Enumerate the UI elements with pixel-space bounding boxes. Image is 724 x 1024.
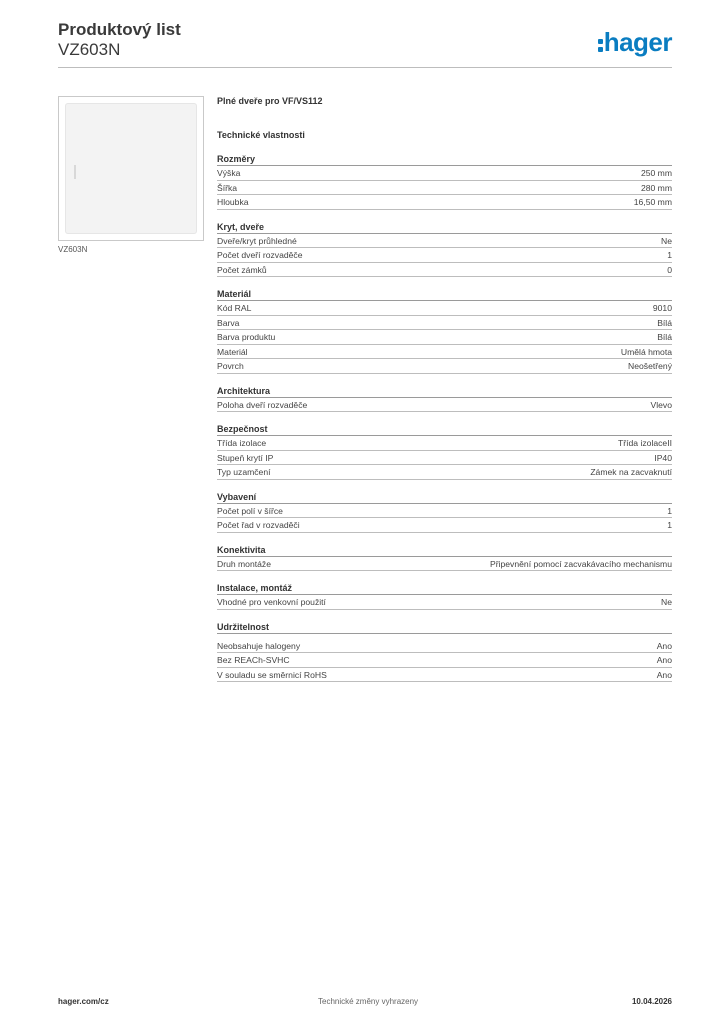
spec-label: Bez REACh-SVHC — [217, 655, 290, 665]
spec-label: Počet řad v rozvaděči — [217, 520, 300, 530]
spec-row — [217, 465, 672, 480]
spec-label: Poloha dveří rozvaděče — [217, 399, 308, 410]
spec-row — [217, 557, 672, 572]
page-footer — [58, 997, 672, 1011]
spec-value: 0 — [667, 264, 672, 275]
spec-label: Barva — [217, 317, 240, 328]
spec-value: 1 — [667, 250, 672, 260]
spec-section — [217, 288, 672, 374]
spec-value: 9010 — [652, 303, 672, 313]
spec-value: 16,50 mm — [633, 197, 672, 207]
spec-label: V souladu se směrnicí RoHS — [217, 669, 327, 680]
spec-value: Vlevo — [650, 399, 672, 410]
spec-value: IP40 — [654, 452, 672, 463]
spec-label: Typ uzamčení — [217, 467, 271, 477]
spec-value: Třída izolaceII — [618, 438, 672, 448]
spec-label: Šířka — [217, 182, 238, 193]
spec-row — [217, 330, 672, 345]
spec-section — [217, 621, 672, 683]
spec-label: Počet polí v šířce — [217, 505, 283, 516]
spec-label: Druh montáže — [217, 558, 271, 569]
spec-label: Třída izolace — [217, 438, 267, 448]
section-title: Bezpečnost — [217, 423, 672, 436]
spec-row — [217, 639, 672, 654]
section-title: Udržitelnost — [217, 621, 672, 634]
spec-row — [217, 248, 672, 263]
spec-label: Stupeň krytí IP — [217, 452, 274, 463]
section-title: Materiál — [217, 288, 672, 301]
spec-section — [217, 491, 672, 533]
spec-label: Vhodné pro venkovní použití — [217, 597, 326, 607]
spec-section — [217, 544, 672, 572]
hager-logo — [598, 28, 672, 56]
section-title: Konektivita — [217, 544, 672, 557]
spec-content — [217, 94, 672, 682]
image-caption: VZ603N — [58, 245, 88, 254]
spec-row — [217, 504, 672, 519]
spec-label: Počet zámků — [217, 264, 267, 275]
spec-section — [217, 582, 672, 610]
spec-label: Neobsahuje halogeny — [217, 640, 301, 651]
footer-website: hager.com/cz — [58, 997, 109, 1006]
spec-value: 1 — [667, 520, 672, 530]
spec-row — [217, 316, 672, 331]
spec-label: Povrch — [217, 361, 244, 371]
spec-row — [217, 398, 672, 413]
spec-section — [217, 423, 672, 480]
page-title: Produktový list — [58, 20, 181, 39]
section-title: Vybavení — [217, 491, 672, 504]
product-image — [58, 96, 204, 241]
spec-row — [217, 518, 672, 533]
spec-row — [217, 234, 672, 249]
spec-row — [217, 195, 672, 210]
product-name: Plné dveře pro VF/VS112 — [217, 96, 323, 106]
spec-row — [217, 359, 672, 374]
spec-row — [217, 668, 672, 683]
spec-value: 280 mm — [640, 182, 672, 193]
spec-label: Hloubka — [217, 197, 249, 207]
spec-value: Ano — [656, 669, 672, 680]
page-header — [58, 20, 672, 68]
spec-row — [217, 345, 672, 360]
spec-label: Dveře/kryt průhledné — [217, 235, 297, 246]
spec-value: Ano — [656, 655, 672, 665]
spec-row — [217, 166, 672, 181]
spec-row — [217, 653, 672, 668]
section-title: Rozměry — [217, 153, 672, 166]
logo-text: hager — [603, 27, 672, 57]
spec-section — [217, 221, 672, 278]
spec-value: Bílá — [657, 317, 672, 328]
header-divider — [58, 67, 672, 68]
logo-colon-icon — [598, 37, 603, 52]
spec-label: Kód RAL — [217, 303, 252, 313]
spec-value: 250 mm — [640, 168, 672, 178]
spec-value: 1 — [667, 505, 672, 516]
section-title: Kryt, dveře — [217, 221, 672, 234]
section-title: Instalace, montáž — [217, 582, 672, 595]
product-code: VZ603N — [58, 40, 121, 59]
spec-value: Umělá hmota — [620, 346, 672, 357]
section-title: Architektura — [217, 385, 672, 398]
spec-section — [217, 153, 672, 210]
spec-label: Barva produktu — [217, 332, 276, 342]
spec-value: Ne — [661, 597, 672, 607]
spec-sections — [217, 153, 672, 682]
door-panel-icon — [65, 103, 197, 234]
footer-note: Technické změny vyhrazeny — [318, 997, 419, 1006]
spec-row — [217, 451, 672, 466]
spec-row — [217, 301, 672, 316]
spec-label: Výška — [217, 168, 241, 178]
spec-value: Bílá — [657, 332, 672, 342]
tech-properties-heading: Technické vlastnosti — [217, 130, 305, 140]
spec-label: Materiál — [217, 346, 248, 357]
spec-label: Počet dveří rozvaděče — [217, 250, 303, 260]
footer-date: 10.04.2026 — [631, 997, 672, 1006]
spec-section — [217, 385, 672, 413]
spec-row — [217, 263, 672, 278]
spec-value: Neošetřený — [628, 361, 672, 371]
spec-row — [217, 436, 672, 451]
spec-value: Zámek na zacvaknutí — [590, 467, 672, 477]
spec-value: Připevnění pomocí zacvakávacího mechanismu — [490, 558, 672, 569]
spec-row — [217, 181, 672, 196]
spec-value: Ano — [656, 640, 672, 651]
spec-value: Ne — [661, 235, 672, 246]
spec-row — [217, 595, 672, 610]
